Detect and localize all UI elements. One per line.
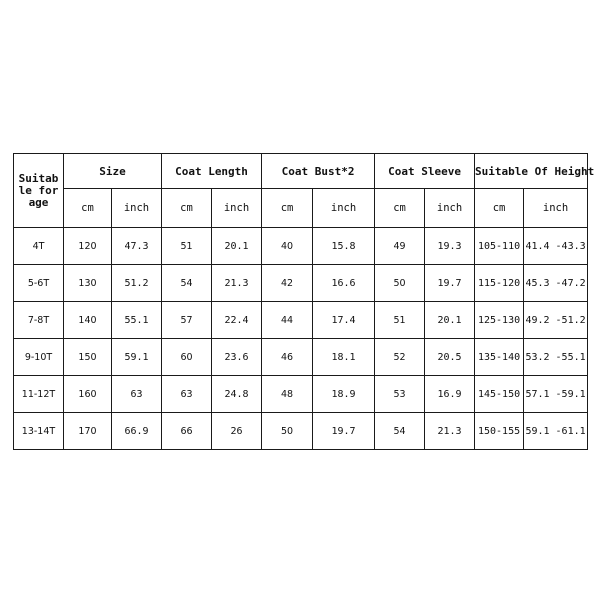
length-inch-cell: 23.6: [212, 339, 262, 376]
unit-header-cm: cm: [64, 189, 112, 228]
length-inch-cell: 21.3: [212, 265, 262, 302]
age-cell: 4T: [14, 228, 64, 265]
height-cm-cell: 105-110: [475, 228, 524, 265]
sleeve-inch-cell: 20.1: [425, 302, 475, 339]
age-header-line: age: [28, 195, 49, 209]
coat-sleeve-header: Coat Sleeve: [375, 154, 475, 189]
height-cm-cell: 135-140: [475, 339, 524, 376]
height-inch-cell: 41.4 -43.3: [524, 228, 588, 265]
bust-inch-cell: 18.1: [313, 339, 375, 376]
bust-inch-cell: 16.6: [313, 265, 375, 302]
height-cm-cell: 125-130: [475, 302, 524, 339]
length-inch-cell: 24.8: [212, 376, 262, 413]
size-inch-cell: 59.1: [112, 339, 162, 376]
group-header-row: [14, 154, 588, 189]
coat-length-header: Coat Length: [162, 154, 262, 189]
age-header: [14, 154, 64, 228]
length-inch-cell: 22.4: [212, 302, 262, 339]
sleeve-inch-cell: 16.9: [425, 376, 475, 413]
table-row: [14, 339, 588, 376]
height-cm-cell: 150-155: [475, 413, 524, 450]
sleeve-cm-cell: 54: [375, 413, 425, 450]
size-cm-cell: 160: [64, 376, 112, 413]
size-inch-cell: 63: [112, 376, 162, 413]
size-inch-cell: 47.3: [112, 228, 162, 265]
age-header-line: Suitab: [18, 171, 59, 185]
unit-header-inch: inch: [212, 189, 262, 228]
sleeve-cm-cell: 52: [375, 339, 425, 376]
size-inch-cell: 51.2: [112, 265, 162, 302]
table-row: [14, 265, 588, 302]
sleeve-cm-cell: 51: [375, 302, 425, 339]
bust-inch-cell: 18.9: [313, 376, 375, 413]
unit-header-cm: cm: [475, 189, 524, 228]
height-inch-cell: 49.2 -51.2: [524, 302, 588, 339]
height-inch-cell: 53.2 -55.1: [524, 339, 588, 376]
height-inch-cell: 57.1 -59.1: [524, 376, 588, 413]
height-inch-cell: 45.3 -47.2: [524, 265, 588, 302]
age-cell: 5-6T: [14, 265, 64, 302]
unit-header-cm: cm: [162, 189, 212, 228]
table-row: [14, 376, 588, 413]
coat-bust-header: Coat Bust*2: [262, 154, 375, 189]
unit-header-row: [14, 189, 588, 228]
age-header-line: le for: [18, 183, 59, 197]
bust-inch-cell: 17.4: [313, 302, 375, 339]
bust-cm-cell: 48: [262, 376, 313, 413]
bust-cm-cell: 44: [262, 302, 313, 339]
sleeve-cm-cell: 50: [375, 265, 425, 302]
length-cm-cell: 60: [162, 339, 212, 376]
sleeve-inch-cell: 19.7: [425, 265, 475, 302]
length-inch-cell: 20.1: [212, 228, 262, 265]
unit-header-inch: inch: [425, 189, 475, 228]
table-row: [14, 302, 588, 339]
age-cell: 9-10T: [14, 339, 64, 376]
length-inch-cell: 26: [212, 413, 262, 450]
sleeve-cm-cell: 53: [375, 376, 425, 413]
sleeve-inch-cell: 19.3: [425, 228, 475, 265]
bust-inch-cell: 19.7: [313, 413, 375, 450]
height-cm-cell: 115-120: [475, 265, 524, 302]
length-cm-cell: 54: [162, 265, 212, 302]
bust-inch-cell: 15.8: [313, 228, 375, 265]
sleeve-cm-cell: 49: [375, 228, 425, 265]
bust-cm-cell: 50: [262, 413, 313, 450]
age-cell: 7-8T: [14, 302, 64, 339]
size-chart-table: [13, 153, 595, 450]
size-cm-cell: 120: [64, 228, 112, 265]
size-cm-cell: 130: [64, 265, 112, 302]
size-cm-cell: 170: [64, 413, 112, 450]
unit-header-inch: inch: [524, 189, 588, 228]
age-cell: 11-12T: [14, 376, 64, 413]
table-row: [14, 413, 588, 450]
size-inch-cell: 55.1: [112, 302, 162, 339]
sleeve-inch-cell: 21.3: [425, 413, 475, 450]
unit-header-inch: inch: [112, 189, 162, 228]
size-inch-cell: 66.9: [112, 413, 162, 450]
bust-cm-cell: 40: [262, 228, 313, 265]
height-inch-cell: 59.1 -61.1: [524, 413, 588, 450]
suitable-height-header: Suitable Of Height: [475, 154, 588, 189]
unit-header-cm: cm: [262, 189, 313, 228]
bust-cm-cell: 42: [262, 265, 313, 302]
bust-cm-cell: 46: [262, 339, 313, 376]
length-cm-cell: 57: [162, 302, 212, 339]
size-cm-cell: 150: [64, 339, 112, 376]
height-cm-cell: 145-150: [475, 376, 524, 413]
size-header: Size: [64, 154, 162, 189]
length-cm-cell: 51: [162, 228, 212, 265]
table-row: [14, 228, 588, 265]
unit-header-cm: cm: [375, 189, 425, 228]
age-cell: 13-14T: [14, 413, 64, 450]
length-cm-cell: 66: [162, 413, 212, 450]
unit-header-inch: inch: [313, 189, 375, 228]
length-cm-cell: 63: [162, 376, 212, 413]
size-cm-cell: 140: [64, 302, 112, 339]
sleeve-inch-cell: 20.5: [425, 339, 475, 376]
